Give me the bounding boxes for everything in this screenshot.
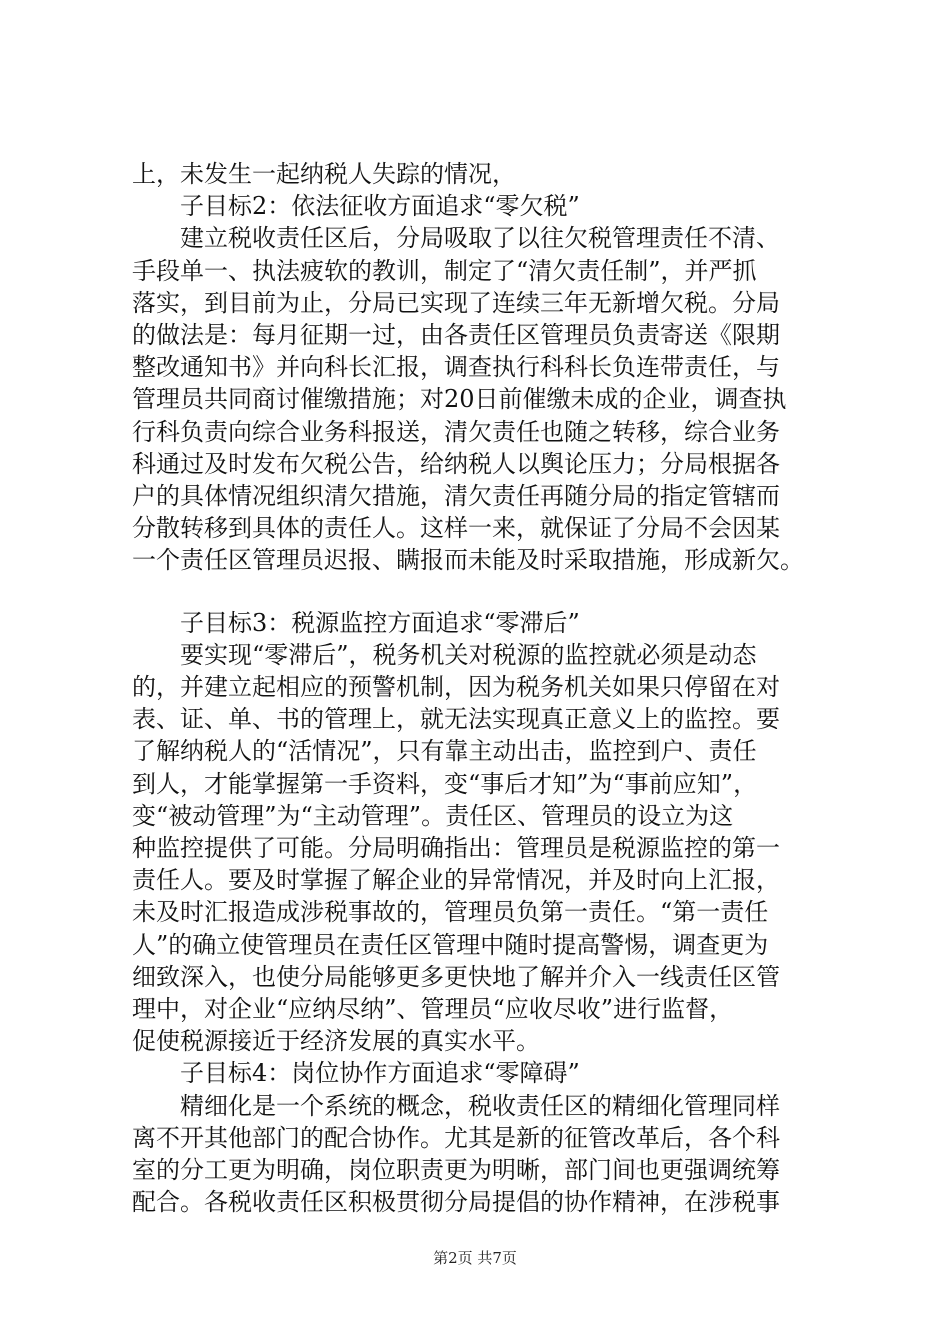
text-line: 精细化是一个系统的概念，税收责任区的精细化管理同样 bbox=[180, 1092, 780, 1120]
text-line: 促使税源接近于经济发展的真实水平。 bbox=[132, 1027, 540, 1055]
text-line: 上，未发生一起纳税人失踪的情况， bbox=[132, 160, 516, 188]
text-line: 变“被动管理”为“主动管理”。责任区、管理员的设立为这 bbox=[132, 802, 734, 830]
text-line: 分散转移到具体的责任人。这样一来，就保证了分局不会因某 bbox=[132, 514, 780, 542]
text-line: 手段单一、执法疲软的教训，制定了“清欠责任制”，并严抓 bbox=[132, 257, 757, 285]
section-heading: 子目标4：岗位协作方面追求“零障碍” bbox=[180, 1059, 580, 1087]
text-line: 管理员共同商讨催缴措施；对20日前催缴未成的企业，调查执 bbox=[132, 385, 787, 413]
text-line: 表、证、单、书的管理上，就无法实现真正意义上的监控。要 bbox=[132, 705, 780, 733]
text-line: 人”的确立使管理员在责任区管理中随时提高警惕，调查更为 bbox=[132, 931, 769, 959]
text-line: 了解纳税人的“活情况”，只有靠主动出击，监控到户、责任 bbox=[132, 737, 757, 765]
text-line: 整改通知书》并向科长汇报，调查执行科科长负连带责任，与 bbox=[132, 353, 780, 381]
text-line: 室的分工更为明确，岗位职责更为明晰，部门间也更强调统筹 bbox=[132, 1156, 780, 1184]
text-line: 一个责任区管理员迟报、瞒报而未能及时采取措施，形成新欠。 bbox=[132, 546, 804, 574]
text-line: 的，并建立起相应的预警机制，因为税务机关如果只停留在对 bbox=[132, 673, 780, 701]
text-line: 责任人。要及时掌握了解企业的异常情况，并及时向上汇报， bbox=[132, 866, 780, 894]
text-line: 建立税收责任区后，分局吸取了以往欠税管理责任不清、 bbox=[180, 224, 780, 252]
text-line: 细致深入，也使分局能够更多更快地了解并介入一线责任区管 bbox=[132, 963, 780, 991]
text-line: 种监控提供了可能。分局明确指出：管理员是税源监控的第一 bbox=[132, 834, 780, 862]
text-line: 科通过及时发布欠税公告，给纳税人以舆论压力；分局根据各 bbox=[132, 450, 780, 478]
text-line: 的做法是：每月征期一过，由各责任区管理员负责寄送《限期 bbox=[132, 321, 780, 349]
text-line: 离不开其他部门的配合协作。尤其是新的征管改革后，各个科 bbox=[132, 1124, 780, 1152]
text-line: 到人，才能掌握第一手资料，变“事后才知”为“事前应知”， bbox=[132, 770, 758, 798]
text-line: 未及时汇报造成涉税事故的，管理员负第一责任。“第一责任 bbox=[132, 898, 769, 926]
section-heading: 子目标3：税源监控方面追求“零滞后” bbox=[180, 609, 580, 637]
text-line: 配合。各税收责任区积极贯彻分局提倡的协作精神，在涉税事 bbox=[132, 1188, 780, 1216]
text-line: 行科负责向综合业务科报送，清欠责任也随之转移，综合业务 bbox=[132, 418, 780, 446]
text-line: 落实，到目前为止，分局已实现了连续三年无新增欠税。分局 bbox=[132, 289, 780, 317]
text-line: 要实现“零滞后”，税务机关对税源的监控就必须是动态 bbox=[180, 641, 757, 669]
text-line: 理中，对企业“应纳尽纳”、管理员“应收尽收”进行监督， bbox=[132, 995, 734, 1023]
text-line: 户的具体情况组织清欠措施，清欠责任再随分局的指定管辖而 bbox=[132, 482, 780, 510]
page-footer: 第2页 共7页 bbox=[433, 1249, 517, 1267]
section-heading: 子目标2：依法征收方面追求“零欠税” bbox=[180, 192, 580, 220]
